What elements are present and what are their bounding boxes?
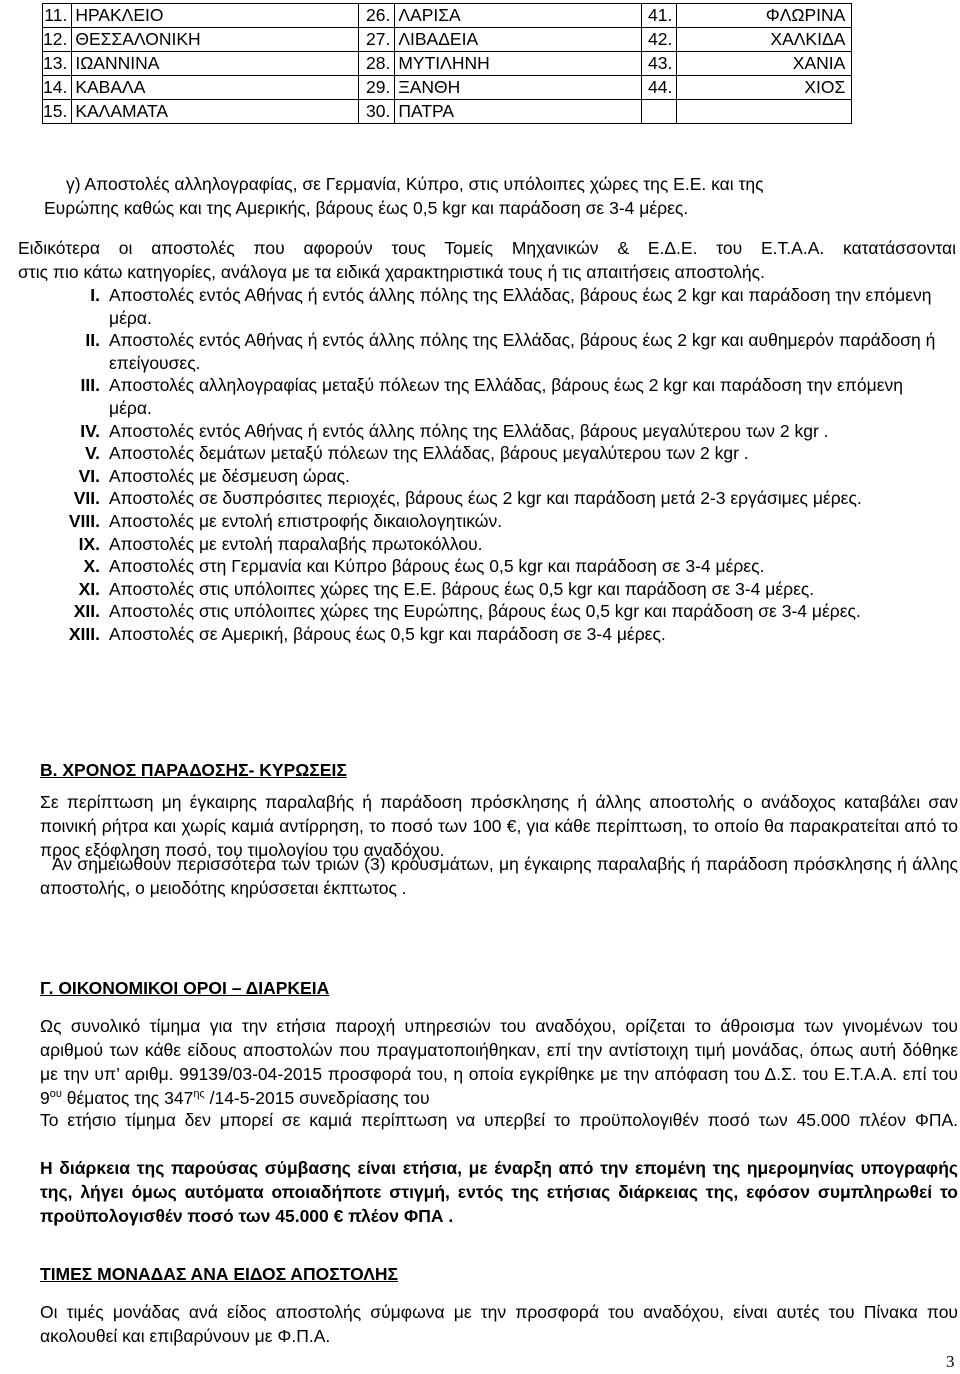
city-number-cell: 13. [43,52,72,76]
list-item-text: Αποστολές εντός Αθήνας ή εντός άλλης πόλης της Ελλάδας, βάρους έως 2 kgr και παράδοση την επόμενη μέρα. [109,285,932,328]
section-c-paragraph-1-text: Ως συνολικό τίμημα για την ετήσια παροχή υπηρεσιών του αναδόχου, ορίζεται το άθροισμα των γινομένων του αριθμού των κάθε είδους αποστολών που πραγματοποιήθηκαν, επί την αντίστοιχη τιμή μονάδας, όπως αυτή δόθηκε με την υπ’ αριθμ. 99139/03-04-2015 προσφορά του, η οποία εγκρίθηκε με την απόφαση του Δ.Σ. του Ε.Τ.Α.Α. επί του 9 [40,1016,958,1108]
paragraph-special [18,236,956,284]
list-item-text: Αποστολές στη Γερμανία και Κύπρο βάρους έως 0,5 kgr και παράδοση σε 3-4 μέρες. [109,556,765,577]
list-item-text: Αποστολές δεμάτων μεταξύ πόλεων της Ελλάδας, βάρους μεγαλύτερου των 2 kgr . [109,443,749,464]
city-number-cell: 15. [43,100,72,124]
city-name-cell: ΙΩΑΝΝΙΝΑ [72,52,359,76]
list-item-number: III. [80,375,100,396]
categories-list [40,284,945,646]
list-item-text: Αποστολές με δέσμευση ώρας. [109,465,350,486]
city-name-cell [677,100,852,124]
list-item [40,329,945,374]
city-number-cell: 41. [642,4,677,28]
city-name-cell: ΛΑΡΙΣΑ [395,4,642,28]
city-name-cell: ΘΕΣΣΑΛΟΝΙΚΗ [72,28,359,52]
city-number-cell: 26. [359,4,395,28]
table-row [43,76,852,100]
list-item-number: VI. [78,465,100,486]
list-item-text: Αποστολές στις υπόλοιπες χώρες της Ε.Ε. βάρους έως 0,5 kgr και παράδοση σε 3-4 μέρες. [109,578,815,599]
city-name-cell: ΚΑΛΑΜΑΤΑ [72,100,359,124]
list-item-number: V. [85,443,100,464]
list-item [40,510,945,533]
list-item [40,600,945,623]
city-number-cell: 43. [642,52,677,76]
list-item-text: Αποστολές σε δυσπρόσιτες περιοχές, βάρους έως 2 kgr και παράδοση μετά 2-3 εργάσιμες μέρες. [109,488,862,509]
city-name-cell: ΜΥΤΙΛΗΝΗ [395,52,642,76]
city-name-cell: ΦΛΩΡΙΝΑ [677,4,852,28]
ordinal-sup-2: ης [193,1088,205,1101]
list-item-number: VIII. [68,510,100,531]
section-b-paragraph-1: Σε περίπτωση μη έγκαιρης παραλαβής ή παράδοση πρόσκλησης ή άλλης αποστολής ο ανάδοχος καταβάλει σαν ποινική ρήτρα και χωρίς καμιά αντίρρηση, το ποσό των 100 €, για κάθε περίπτωση, το οποίο θα παρακρατείται από το προς εξόφληση ποσό, του τιμολογίου του αναδόχου. [40,792,958,860]
list-item-text: Αποστολές εντός Αθήνας ή εντός άλλης πόλης της Ελλάδας, βάρους έως 2 kgr και αυθημερόν παράδοση ή επείγουσες. [109,330,936,373]
list-item [40,284,945,329]
city-name-cell: ΧΑΛΚΙΔΑ [677,28,852,52]
city-number-cell: 12. [43,28,72,52]
cities-table [42,3,852,124]
list-item-number: X. [83,556,100,577]
list-item [40,420,945,443]
city-number-cell: 14. [43,76,72,100]
list-item-number: II. [85,330,100,351]
list-item-text: Αποστολές με εντολή επιστροφής δικαιολογητικών. [109,510,503,531]
paragraph-special-line2: στις πιο κάτω κατηγορίες, ανάλογα με τα ειδικά χαρακτηριστικά τους ή τις απαιτήσεις αποστολής. [18,262,765,282]
city-name-cell: ΞΑΝΘΗ [395,76,642,100]
list-item-text: Αποστολές εντός Αθήνας ή εντός άλλης πόλης της Ελλάδας, βάρους μεγαλύτερου των 2 kgr . [109,420,829,441]
city-number-cell: 28. [359,52,395,76]
page-number: 3 [946,1352,955,1371]
section-b-paragraph-2: Αν σημειωθούν περισσότερα των τριών (3) κρουσμάτων, μη έγκαιρης παραλαβής ή παράδοση πρόσκλησης ή άλλης αποστολής, ο μειοδότης κηρύσσεται έκπτωτος . [40,854,958,898]
city-name-cell: ΚΑΒΑΛΑ [72,76,359,100]
section-prices-heading: ΤΙΜΕΣ ΜΟΝΑΔΑΣ ΑΝΑ ΕΙΔΟΣ ΑΠΟΣΤΟΛΗΣ [40,1264,399,1284]
section-b-heading: Β. ΧΡΟΝΟΣ ΠΑΡΑΔΟΣΗΣ- ΚΥΡΩΣΕΙΣ [40,760,347,780]
paragraph-gamma-line1: γ) Αποστολές αλληλογραφίας, σε Γερμανία, Κύπρο, στις υπόλοιπες χώρες της Ε.Ε. και της [66,174,764,194]
city-number-cell: 42. [642,28,677,52]
table-row [43,52,852,76]
table-row [43,100,852,124]
city-name-cell: ΛΙΒΑΔΕΙΑ [395,28,642,52]
list-item-text: Αποστολές σε Αμερική, βάρους έως 0,5 kgr και παράδοση σε 3-4 μέρες. [109,623,666,644]
city-number-cell: 27. [359,28,395,52]
section-c-paragraph-1-text-b: θέματος της 347 [61,1088,194,1108]
list-item [40,533,945,556]
section-c-paragraph-1-text-c: /14-5-2015 συνεδρίασης του [204,1088,430,1108]
list-item-number: IV. [80,420,100,441]
table-row [43,4,852,28]
section-c-paragraph-2 [40,1108,958,1132]
list-item [40,442,945,465]
list-item-number: XIII. [68,623,100,644]
city-name-cell: ΗΡΑΚΛΕΙΟ [72,4,359,28]
list-item-text: Αποστολές με εντολή παραλαβής πρωτοκόλλου. [109,533,483,554]
city-number-cell: 44. [642,76,677,100]
list-item [40,555,945,578]
list-item-number: IX. [78,533,100,554]
city-number-cell: 29. [359,76,395,100]
ordinal-sup-1: ου [49,1088,62,1101]
paragraph-special-line1: Ειδικότερα οι αποστολές που αφορούν τους Τομείς Μηχανικών & Ε.Δ.Ε. του Ε.Τ.Α.Α. κατατάσσονται [18,238,956,258]
section-c-heading: Γ. ΟΙΚΟΝΟΜΙΚΟΙ ΟΡΟΙ – ΔΙΑΡΚΕΙΑ [40,978,330,998]
list-item [40,487,945,510]
city-name-cell: ΠΑΤΡΑ [395,100,642,124]
city-number-cell: 11. [43,4,72,28]
paragraph-gamma [44,172,876,220]
list-item-number: XII. [73,601,100,622]
city-name-cell: ΧΑΝΙΑ [677,52,852,76]
section-prices-paragraph: Οι τιμές μονάδας ανά είδος αποστολής σύμφωνα με την προσφορά του αναδόχου, είναι αυτές του Πίνακα που ακολουθεί και επιβαρύνουν με Φ.Π.Α. [40,1302,958,1346]
list-item-text: Αποστολές στις υπόλοιπες χώρες της Ευρώπης, βάρους έως 0,5 kgr και παράδοση σε 3-4 μέρες. [109,601,861,622]
list-item-text: Αποστολές αλληλογραφίας μεταξύ πόλεων της Ελλάδας, βάρους έως 2 kgr και παράδοση την επόμενη μέρα. [109,375,903,418]
list-item [40,465,945,488]
city-number-cell [642,100,677,124]
list-item-number: I. [90,285,100,305]
list-item [40,374,945,419]
paragraph-gamma-line2: Ευρώπης καθώς και της Αμερικής, βάρους έως 0,5 kgr και παράδοση σε 3-4 μέρες. [44,198,689,218]
city-number-cell: 30. [359,100,395,124]
section-c-paragraph-2-text: Το ετήσιο τίμημα δεν μπορεί σε καμιά περίπτωση να υπερβεί το προϋπολογιθέν ποσό των 45.000 πλέον ΦΠΑ. [40,1110,958,1130]
list-item-number: XI. [78,578,100,599]
city-name-cell: ΧΙΟΣ [677,76,852,100]
list-item [40,623,945,646]
list-item-number: VII. [73,488,100,509]
section-c-paragraph-3: Η διάρκεια της παρούσας σύμβασης είναι ετήσια, με έναρξη από την επομένη της ημερομηνίας υπογραφής της, λήγει όμως αυτόματα οποιαδήποτε στιγμή, εντός της ετήσιας διάρκειας της, εφόσον συμπληρωθεί το προϋπολογισθέν ποσό των 45.000 € πλέον ΦΠΑ . [40,1158,958,1226]
list-item [40,578,945,601]
section-c-paragraph-1 [40,1014,958,1110]
table-row [43,28,852,52]
